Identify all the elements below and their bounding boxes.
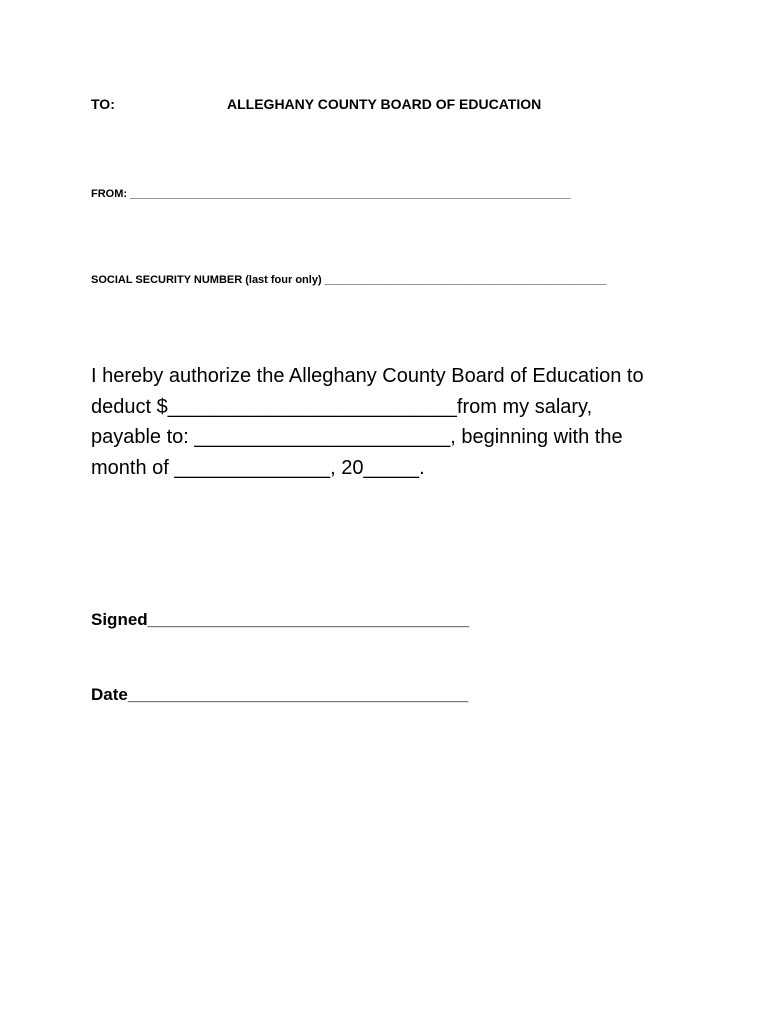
paragraph-line-1: I hereby authorize the Alleghany County Board of Education to xyxy=(91,365,644,387)
paragraph-line-4: month of ______________, 20_____. xyxy=(91,456,425,479)
date-field: Date____________________________________ xyxy=(91,685,469,704)
from-field: FROM: ________________________________________________________________________ xyxy=(91,188,571,200)
recipient-name: ALLEGHANY COUNTY BOARD OF EDUCATION xyxy=(227,96,542,112)
paragraph-line-3: payable to: _______________________, beginning with the xyxy=(91,426,623,448)
authorization-paragraph xyxy=(91,361,731,483)
ssn-field: SOCIAL SECURITY NUMBER (last four only) ______________________________________________ xyxy=(91,274,607,286)
to-label: TO: xyxy=(91,96,115,112)
signature-field: Signed__________________________________ xyxy=(91,610,470,629)
paragraph-line-2: deduct $__________________________from my salary, xyxy=(91,395,593,418)
